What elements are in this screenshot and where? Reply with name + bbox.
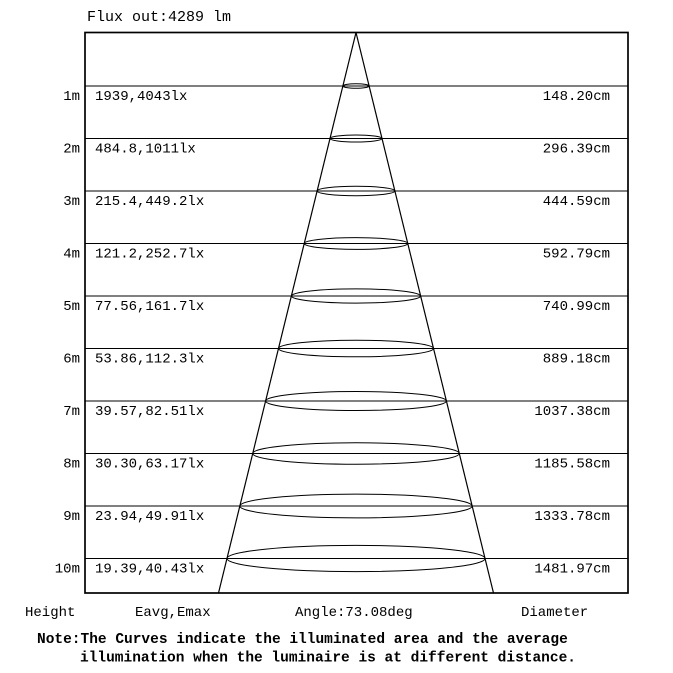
diameter-value: 592.79cm [542,246,610,263]
eavg-emax-value: 77.56,161.7lx [95,299,205,315]
diameter-value: 444.59cm [542,194,610,210]
eavg-emax-column-label: Eavg,Emax [135,605,211,621]
table-row [55,562,610,578]
eavg-emax-value: 30.30,63.17lx [95,456,205,473]
flux-out-title: Flux out:4289 lm [87,9,232,26]
diameter-value: 889.18cm [542,351,610,368]
table-row [63,352,610,368]
table-row [63,404,610,420]
height-label: 3m [63,194,80,210]
table-row [63,299,610,315]
diameter-value: 296.39cm [542,141,610,158]
height-label: 2m [63,141,80,158]
eavg-emax-value: 53.86,112.3lx [95,351,205,368]
table-row [63,89,610,105]
eavg-emax-value: 19.39,40.43lx [95,561,205,578]
height-label: 1m [63,89,80,105]
eavg-emax-value: 39.57,82.51lx [95,404,205,420]
eavg-emax-value: 121.2,252.7lx [95,246,205,263]
diameter-column-label: Diameter [521,605,589,621]
height-column-label: Height [25,605,76,621]
eavg-emax-value: 23.94,49.91lx [95,509,205,525]
note-line-2: illumination when the luminaire is at different distance. [80,650,576,667]
eavg-emax-value: 484.8,1011lx [95,141,196,158]
height-label: 6m [63,351,80,368]
table-row [63,509,610,525]
cone-left-edge [219,33,357,594]
eavg-emax-value: 215.4,449.2lx [95,194,205,210]
diameter-value: 740.99cm [542,299,610,315]
beam-angle-label: Angle:73.08deg [295,605,413,621]
height-label: 10m [54,561,80,578]
diameter-value: 1481.97cm [534,561,610,578]
cone-right-edge [356,33,494,594]
diameter-value: 148.20cm [542,89,610,105]
note-line-1: Note:The Curves indicate the illuminated area and the average [37,632,568,648]
height-label: 4m [63,246,80,263]
eavg-emax-value: 1939,4043lx [95,89,188,105]
table-row [63,142,610,158]
height-label: 9m [63,509,80,525]
height-label: 7m [63,404,80,420]
table-row [63,194,610,210]
diameter-value: 1037.38cm [534,404,610,420]
height-label: 5m [63,299,80,315]
diameter-value: 1333.78cm [534,509,610,525]
diameter-value: 1185.58cm [534,456,610,473]
height-label: 8m [63,456,80,473]
